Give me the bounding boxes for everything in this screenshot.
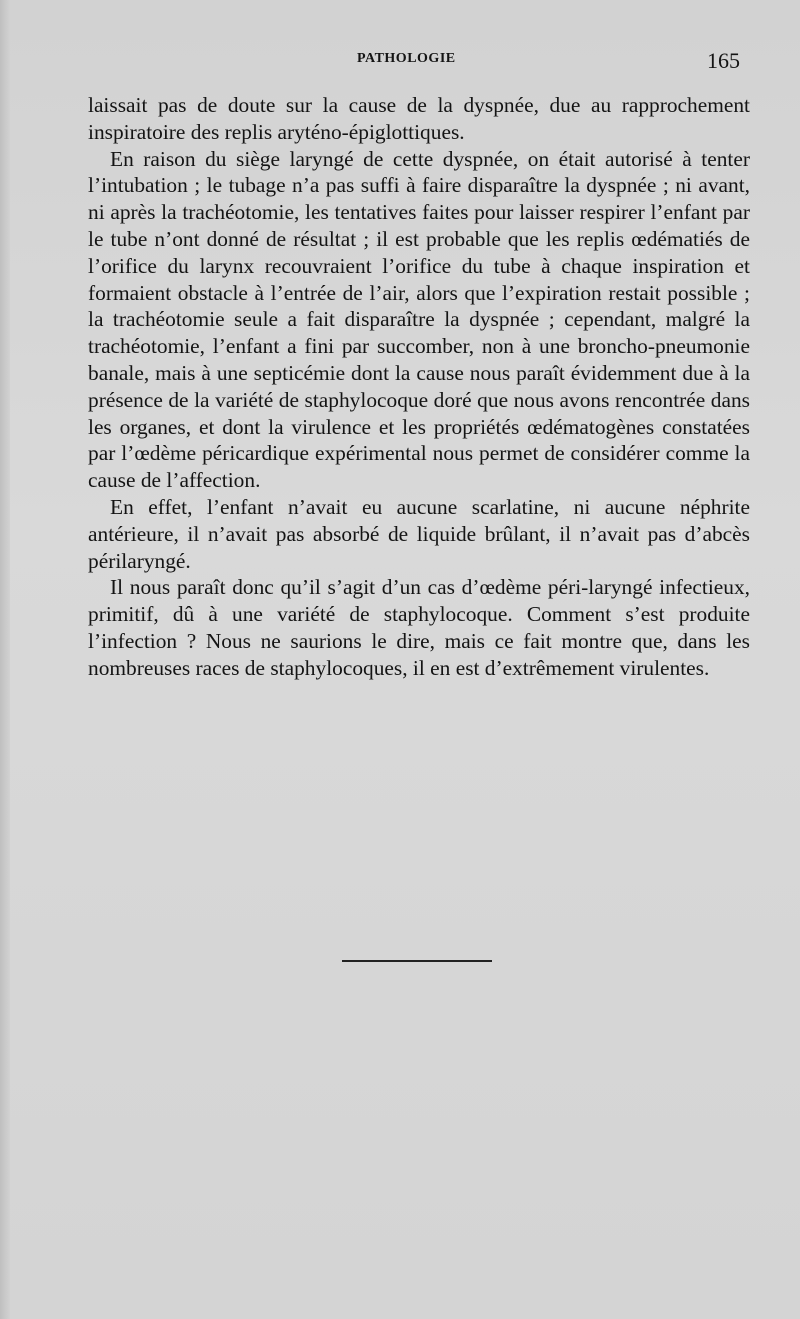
paragraph: Il nous paraît donc qu’il s’agit d’un cas d’œdème péri-laryngé infectieux, primitif, dû à une variété de staphylocoque. Comment s’est produite l’infection ? Nous ne saurions le dire, mais ce fait montre que, dans les nombreuses races de staphylocoques, il en est d’extrêmement virulentes. — [88, 575, 750, 680]
page-edge-shadow — [0, 0, 10, 1319]
running-head — [0, 48, 800, 72]
paragraph: En effet, l’enfant n’avait eu aucune scarlatine, ni aucune néphrite antérieure, il n’avait pas absorbé de liquide brûlant, il n’avait pas d’abcès périlaryngé. — [88, 494, 750, 573]
paragraph-continued: laissait pas de doute sur la cause de la dyspnée, due au rapprochement inspiratoire des replis aryténo-épiglottiques. — [88, 93, 750, 144]
page-number: 165 — [707, 48, 740, 73]
paragraph: En raison du siège laryngé de cette dyspnée, on était autorisé à tenter l’intubation ; le tubage n’a pas suffi à faire disparaître la dyspnée ; ni avant, ni après la trachéotomie, les tentatives faites pour laisser respirer l’enfant par le tube n’ont donné de résultat ; il est probable que les replis œdématiés de l’orifice du larynx recouvraient l’orifice du tube à chaque inspiration et formaient obstacle à l’entrée de l’air, alors que l’expiration restait possible ; la trachéotomie seule a fait disparaître la dyspnée ; cependant, malgré la trachéotomie, l’enfant a fini par succomber, non à une broncho-pneumonie banale, mais à une septicémie dont la cause nous paraît évidemment due à la présence de la variété de staphylocoque doré que nous avons rencontrée dans les organes, et dont la virulence et les propriétés œdématogènes constatées par l’œdème péricardique expérimental nous permet de considérer comme la cause de l’affection. — [88, 146, 750, 493]
body-text — [88, 92, 750, 682]
running-head-title: PATHOLOGIE — [357, 51, 456, 66]
section-end-rule — [342, 960, 492, 962]
